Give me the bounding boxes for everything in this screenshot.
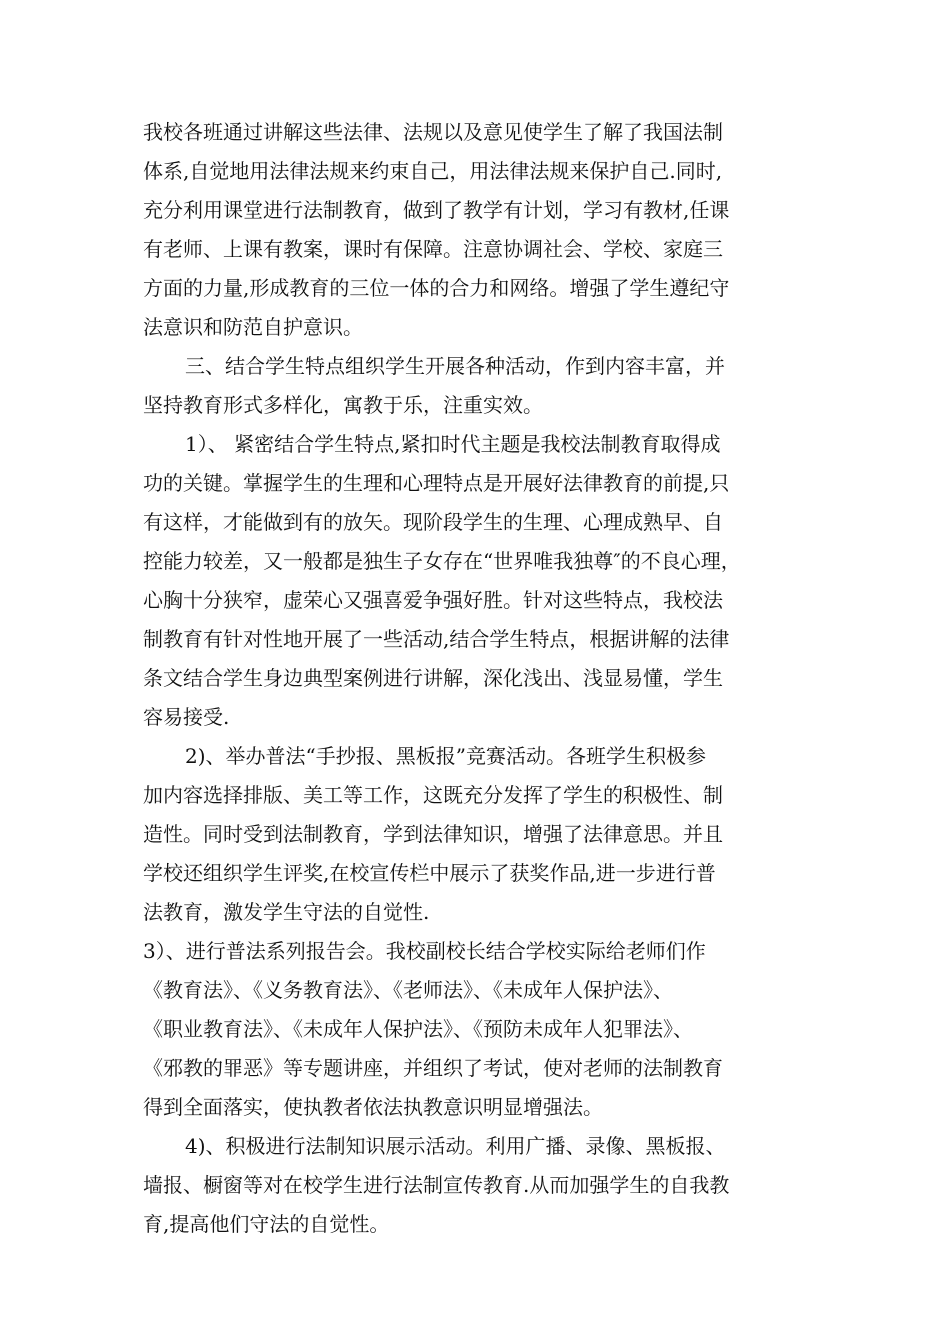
text-line: 得到全面落实，使执教者依法执教意识明显增强法。 [143,1095,603,1119]
text-line: 条文结合学生身边典型案例进行讲解，深化浅出、浅显易懂，学生 [143,666,723,690]
text-line: 《教育法》、《义务教育法》、《老师法》、《未成年人保护法》、 [143,978,673,1002]
text-line: 制教育有针对性地开展了一些活动,结合学生特点，根据讲解的法律 [143,627,730,651]
text-line: 有这样，才能做到有的放矢。现阶段学生的生理、心理成熟早、自 [143,510,723,534]
section-heading: 三、结合学生特点组织学生开展各种活动，作到内容丰富，并 [185,354,725,378]
text-line: 学校还组织学生评奖,在校宣传栏中展示了获奖作品,进一步进行普 [143,861,716,885]
text-line: 育,提高他们守法的自觉性。 [143,1212,390,1236]
text-line: 体系,自觉地用法律法规来约束自己，用法律法规来保护自己.同时, [143,159,723,183]
item-heading: 3）、进行普法系列报告会。我校副校长结合学校实际给老师们作 [143,939,706,963]
text-line: 容易接受. [143,705,230,729]
text-line: 心胸十分狭窄，虚荣心又强喜爱争强好胜。针对这些特点，我校法 [143,588,723,612]
item-heading: 2)、举办普法“手抄报、黑板报”竞赛活动。各班学生积极参 [185,744,706,768]
text-line: 方面的力量,形成教育的三位一体的合力和网络。增强了学生遵纪守 [143,276,730,300]
text-line: 加内容选择排版、美工等工作，这既充分发挥了学生的积极性、制 [143,783,723,807]
text-line: 我校各班通过讲解这些法律、法规以及意见使学生了解了我国法制 [143,120,723,144]
text-line: 墙报、橱窗等对在校学生进行法制宣传教育.从而加强学生的自我教 [143,1173,730,1197]
text-line: 法教育，激发学生守法的自觉性. [143,900,430,924]
item-heading: 4)、积极进行法制知识展示活动。利用广播、录像、黑板报、 [185,1134,726,1158]
text-line: 造性。同时受到法制教育，学到法律知识，增强了法律意思。并且 [143,822,723,846]
item-heading: 1）、 紧密结合学生特点,紧扣时代主题是我校法制教育取得成 [185,432,721,456]
text-line: 有老师、上课有教案，课时有保障。注意协调社会、学校、家庭三 [143,237,723,261]
text-line: 坚持教育形式多样化，寓教于乐，注重实效。 [143,393,543,417]
text-line: 控能力较差，又一般都是独生子女存在“世界唯我独尊″的不良心理， [143,549,741,573]
text-line: 《邪教的罪恶》等专题讲座，并组织了考试，使对老师的法制教育 [143,1056,723,1080]
text-line: 法意识和防范自护意识。 [143,315,363,339]
text-line: 功的关键。掌握学生的生理和心理特点是开展好法律教育的前提,只 [143,471,730,495]
text-line: 《职业教育法》、《未成年人保护法》、《预防未成年人犯罪法》、 [143,1017,693,1041]
text-line: 充分利用课堂进行法制教育，做到了教学有计划，学习有教材,任课 [143,198,730,222]
